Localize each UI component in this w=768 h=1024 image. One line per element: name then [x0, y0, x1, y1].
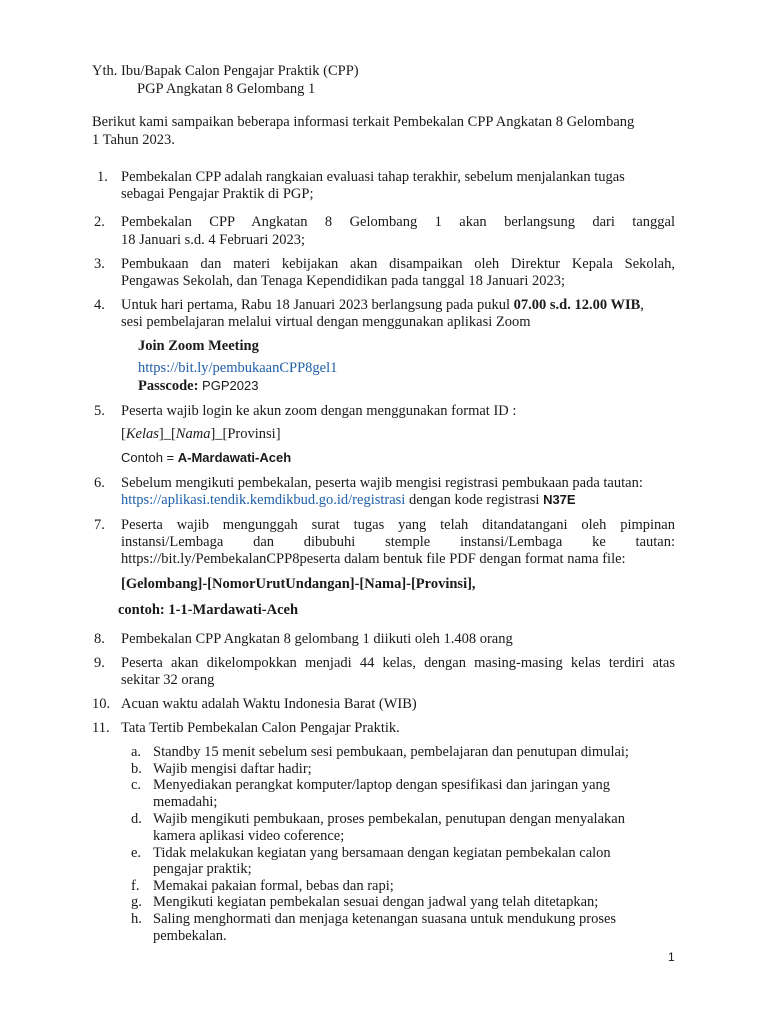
list-item-number: 10.: [92, 696, 111, 712]
rule-text: Wajib mengikuti pembukaan, proses pembekalan, penutupan dengan menyalakan: [153, 811, 625, 827]
list-item-text: Tata Tertib Pembekalan Calon Pengajar Praktik.: [121, 720, 400, 736]
registration-link[interactable]: https://aplikasi.tendik.kemdikbud.go.id/registrasi: [121, 492, 406, 508]
intro-line-2: 1 Tahun 2023.: [92, 132, 175, 148]
list-item-text: Sebelum mengikuti pembekalan, peserta wajib mengisi registrasi pembukaan pada tautan:: [121, 475, 643, 491]
rule-text: Saling menghormati dan menjaga ketenangan suasana untuk mendukung proses: [153, 911, 617, 927]
zoom-meeting-title: Join Zoom Meeting: [138, 338, 259, 354]
zoom-id-example: [121, 449, 291, 467]
example-value: A-Mardawati-Aceh: [177, 450, 292, 465]
rule-text: pembekalan.: [153, 928, 227, 944]
list-item-number: 2.: [94, 214, 105, 230]
rule-text: Wajib mengisi daftar hadir;: [153, 761, 312, 777]
rule-letter: d.: [131, 811, 142, 827]
rule-letter: g.: [131, 894, 142, 910]
rule-text: Mengikuti kegiatan pembekalan sesuai dengan jadwal yang telah ditetapkan;: [153, 894, 599, 910]
zoom-meeting-link[interactable]: https://bit.ly/pembukaanCPP8gel1: [138, 360, 338, 376]
text-span: ,: [640, 297, 644, 313]
page-number: 1: [668, 950, 675, 964]
time-range: 07.00 s.d. 12.00 WIB: [513, 297, 641, 313]
text-span: [: [121, 426, 126, 442]
filename-example: contoh: 1-1-Mardawati-Aceh: [118, 602, 299, 618]
text-span: ]_[: [158, 426, 176, 442]
list-item-text: Pengawas Sekolah, dan Tenaga Kependidikan pada tanggal 18 Januari 2023;: [121, 273, 566, 289]
list-item-text: Pembekalan CPP Angkatan 8 Gelombang 1 akan berlangsung dari tanggal: [121, 214, 675, 230]
registration-line: [121, 491, 576, 509]
rule-letter: e.: [131, 845, 142, 861]
list-item-number: 3.: [94, 256, 105, 272]
rule-text: Standby 15 menit sebelum sesi pembukaan, pembelajaran dan penutupan dimulai;: [153, 744, 629, 760]
list-item-number: 7.: [94, 517, 105, 533]
list-item-text: 18 Januari s.d. 4 Februari 2023;: [121, 232, 306, 248]
recipient-line: Yth. Ibu/Bapak Calon Pengajar Praktik (CPP): [92, 63, 359, 79]
passcode-label: Passcode:: [138, 378, 199, 394]
rule-text: kamera aplikasi video coference;: [153, 828, 345, 844]
rule-letter: h.: [131, 911, 142, 927]
text-span: Untuk hari pertama, Rabu 18 Januari 2023 berlangsung pada pukul: [121, 297, 514, 313]
example-label: Contoh =: [121, 450, 178, 465]
text-span: ]_[Provinsi]: [210, 426, 281, 442]
list-item-text: sesi pembelajaran melalui virtual dengan menggunakan aplikasi Zoom: [121, 314, 531, 330]
zoom-id-format: [121, 425, 281, 443]
list-item-number: 11.: [92, 720, 110, 736]
list-item-number: 1.: [97, 169, 108, 185]
list-item-text: sebagai Pengajar Praktik di PGP;: [121, 186, 314, 202]
text-span: Nama: [175, 426, 211, 442]
registration-code: N37E: [543, 492, 576, 507]
list-item-text: Pembukaan dan materi kebijakan akan disampaikan oleh Direktur Kepala Sekolah,: [121, 256, 675, 272]
rule-letter: f.: [131, 878, 140, 894]
list-item-text: Peserta akan dikelompokkan menjadi 44 kelas, dengan masing-masing kelas terdiri atas: [121, 655, 675, 671]
recipient-subline: PGP Angkatan 8 Gelombang 1: [137, 81, 316, 97]
text-span: Kelas: [125, 426, 159, 442]
upload-link-line: https://bit.ly/PembekalanCPP8peserta dalam bentuk file PDF dengan format nama file:: [121, 551, 626, 567]
passcode-line: [138, 377, 258, 395]
list-item-number: 6.: [94, 475, 105, 491]
list-item-number: 5.: [94, 403, 105, 419]
intro-line-1: Berikut kami sampaikan beberapa informasi terkait Pembekalan CPP Angkatan 8 Gelombang: [92, 114, 635, 130]
filename-format: [Gelombang]-[NomorUrutUndangan]-[Nama]-[Provinsi],: [121, 576, 476, 592]
list-item-text: Peserta wajib login ke akun zoom dengan menggunakan format ID :: [121, 403, 517, 419]
rule-text: Menyediakan perangkat komputer/laptop dengan spesifikasi dan jaringan yang: [153, 777, 611, 793]
passcode-value: PGP2023: [202, 378, 259, 393]
list-item-number: 9.: [94, 655, 105, 671]
rule-text: Tidak melakukan kegiatan yang bersamaan dengan kegiatan pembekalan calon: [153, 845, 611, 861]
rule-text: Memakai pakaian formal, bebas dan rapi;: [153, 878, 394, 894]
list-item-number: 4.: [94, 297, 105, 313]
list-item-text: Peserta wajib mengunggah surat tugas yang telah ditandatangani oleh pimpinan: [121, 517, 675, 533]
rule-letter: a.: [131, 744, 142, 760]
list-item-text: sekitar 32 orang: [121, 672, 215, 688]
list-item-text: Pembekalan CPP adalah rangkaian evaluasi tahap terakhir, sebelum menjalankan tugas: [121, 169, 625, 185]
rule-letter: c.: [131, 777, 142, 793]
rule-letter: b.: [131, 761, 142, 777]
list-item-text: Acuan waktu adalah Waktu Indonesia Barat (WIB): [121, 696, 417, 712]
rule-text: memadahi;: [153, 794, 218, 810]
list-item-text: [121, 296, 644, 314]
list-item-text: instansi/Lembaga dan dibubuhi stemple instansi/Lembaga ke tautan:: [121, 534, 675, 550]
list-item-text: Pembekalan CPP Angkatan 8 gelombang 1 diikuti oleh 1.408 orang: [121, 631, 513, 647]
list-item-number: 8.: [94, 631, 105, 647]
text-span: dengan kode registrasi: [405, 492, 544, 508]
rule-text: pengajar praktik;: [153, 861, 252, 877]
